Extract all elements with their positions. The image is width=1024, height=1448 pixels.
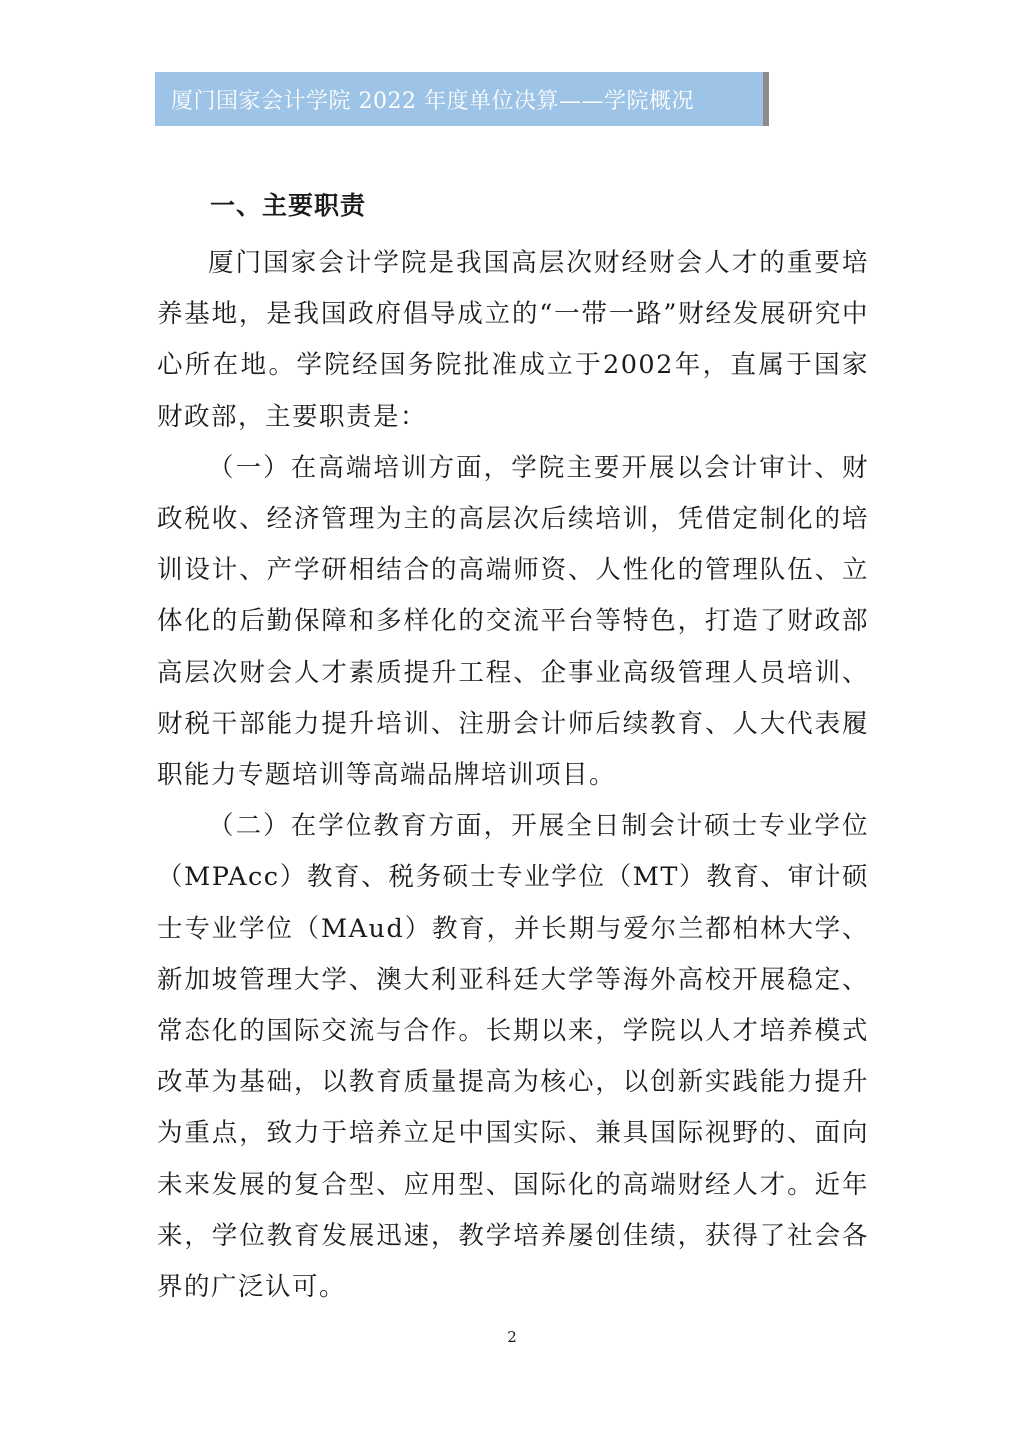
header-banner — [155, 72, 769, 126]
document-body — [157, 238, 869, 1313]
paragraph-degree-education: （二）在学位教育方面，开展全日制会计硕士专业学位（MPAcc）教育、税务硕士专业学位（MT）教育、审计硕士专业学位（MAud）教育，并长期与爱尔兰都柏林大学、新加坡管理大学、澳大利亚科廷大学等海外高校开展稳定、常态化的国际交流与合作。长期以来，学院以人才培养模式改革为基础，以教育质量提高为核心，以创新实践能力提升为重点，致力于培养立足中国实际、兼具国际视野的、面向未来发展的复合型、应用型、国际化的高端财经人才。近年来，学位教育发展迅速，教学培养屡创佳绩，获得了社会各界的广泛认可。 — [157, 811, 869, 1303]
paragraph-intro: 厦门国家会计学院是我国高层次财经财会人才的重要培养基地，是我国政府倡导成立的“一带一路”财经发展研究中心所在地。学院经国务院批准成立于2002年，直属于国家财政部，主要职责是： — [157, 248, 869, 432]
document-title: 厦门国家会计学院 2022 年度单位决算——学院概况 — [171, 88, 694, 114]
page-number: 2 — [507, 1328, 517, 1346]
section-heading: 一、主要职责 — [210, 191, 367, 220]
paragraph-training: （一）在高端培训方面，学院主要开展以会计审计、财政税收、经济管理为主的高层次后续培训，凭借定制化的培训设计、产学研相结合的高端师资、人性化的管理队伍、立体化的后勤保障和多样化的交流平台等特色，打造了财政部高层次财会人才素质提升工程、企事业高级管理人员培训、财税干部能力提升培训、注册会计师后续教育、人大代表履职能力专题培训等高端品牌培训项目。 — [157, 452, 869, 791]
